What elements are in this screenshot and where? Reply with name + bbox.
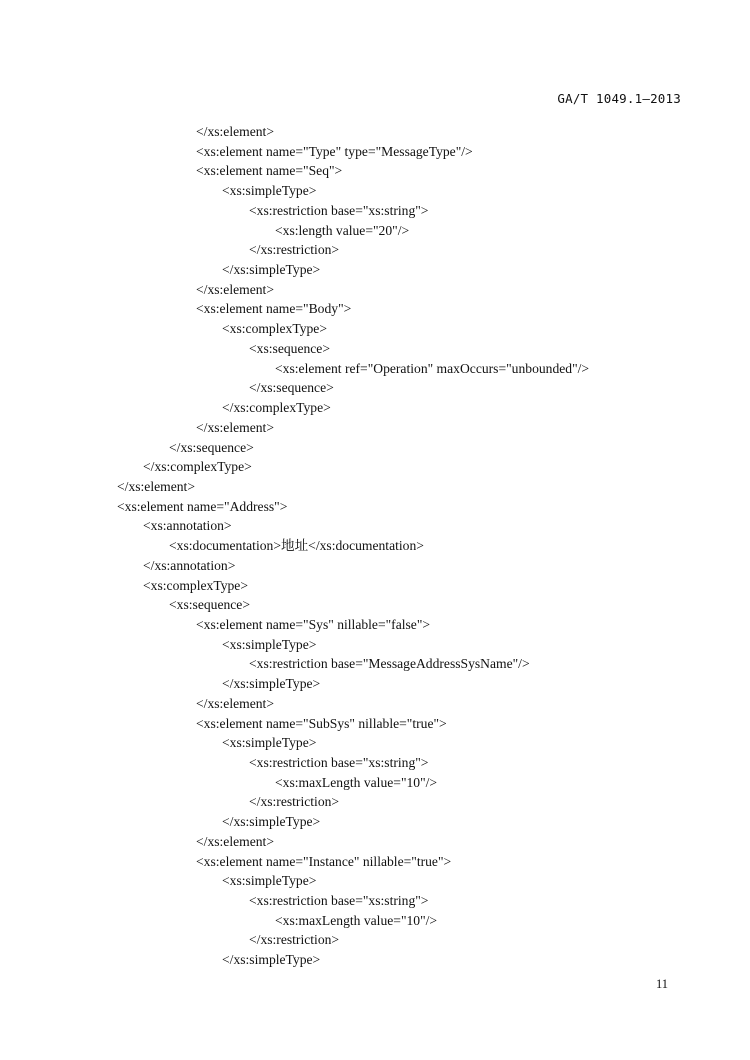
code-line: <xs:restriction base="xs:string">: [249, 893, 429, 909]
code-line: <xs:element name="Seq">: [196, 163, 343, 179]
code-line: </xs:sequence>: [249, 380, 334, 396]
page-number: 11: [655, 977, 668, 991]
code-line: </xs:complexType>: [143, 459, 252, 475]
code-line: </xs:element>: [196, 281, 274, 297]
code-line: <xs:element name="Body">: [196, 301, 352, 317]
code-line: </xs:complexType>: [222, 400, 331, 416]
code-line: <xs:element ref="Operation" maxOccurs="unbounded"/>: [275, 360, 590, 376]
code-line: </xs:simpleType>: [222, 952, 321, 968]
xml-schema-code-listing: [117, 122, 690, 970]
code-line: </xs:element>: [196, 695, 274, 711]
code-line: </xs:element>: [117, 478, 195, 494]
code-line: </xs:element>: [196, 833, 274, 849]
code-line: <xs:simpleType>: [222, 873, 317, 889]
code-line: <xs:annotation>: [143, 518, 232, 534]
document-standard-number: GA/T 1049.1—2013: [557, 91, 681, 106]
code-line: <xs:simpleType>: [222, 183, 317, 199]
code-line: <xs:simpleType>: [222, 735, 317, 751]
code-line: <xs:element name="Sys" nillable="false">: [196, 616, 431, 632]
code-line: <xs:restriction base="xs:string">: [249, 755, 429, 770]
code-line: <xs:restriction base="MessageAddressSysName"/>: [249, 656, 530, 672]
code-line: </xs:element>: [196, 124, 274, 139]
code-line: <xs:complexType>: [143, 577, 248, 593]
code-line: <xs:simpleType>: [222, 636, 317, 652]
code-line: </xs:restriction>: [249, 932, 340, 948]
code-line: <xs:element name="SubSys" nillable="true">: [196, 715, 447, 731]
code-line: </xs:restriction>: [249, 794, 340, 810]
code-line: </xs:simpleType>: [222, 814, 321, 830]
code-line: <xs:sequence>: [249, 340, 331, 356]
code-line: <xs:restriction base="xs:string">: [249, 202, 429, 218]
code-line: <xs:element name="Address">: [117, 498, 288, 514]
code-line: <xs:sequence>: [169, 597, 251, 613]
code-line: </xs:sequence>: [169, 439, 254, 455]
code-line: </xs:simpleType>: [222, 262, 321, 278]
code-line: <xs:maxLength value="10"/>: [275, 774, 438, 790]
code-line: <xs:maxLength value="10"/>: [275, 912, 438, 928]
code-line: </xs:annotation>: [143, 557, 236, 573]
code-line: <xs:documentation>地址</xs:documentation>: [169, 538, 424, 554]
code-line: </xs:element>: [196, 419, 274, 435]
code-line: <xs:complexType>: [222, 321, 327, 337]
code-line: <xs:element name="Type" type="MessageType"/>: [196, 143, 473, 159]
code-line: <xs:length value="20"/>: [275, 222, 410, 238]
code-line: </xs:simpleType>: [222, 676, 321, 692]
code-line: <xs:element name="Instance" nillable="true">: [196, 853, 452, 869]
code-line: </xs:restriction>: [249, 242, 340, 258]
